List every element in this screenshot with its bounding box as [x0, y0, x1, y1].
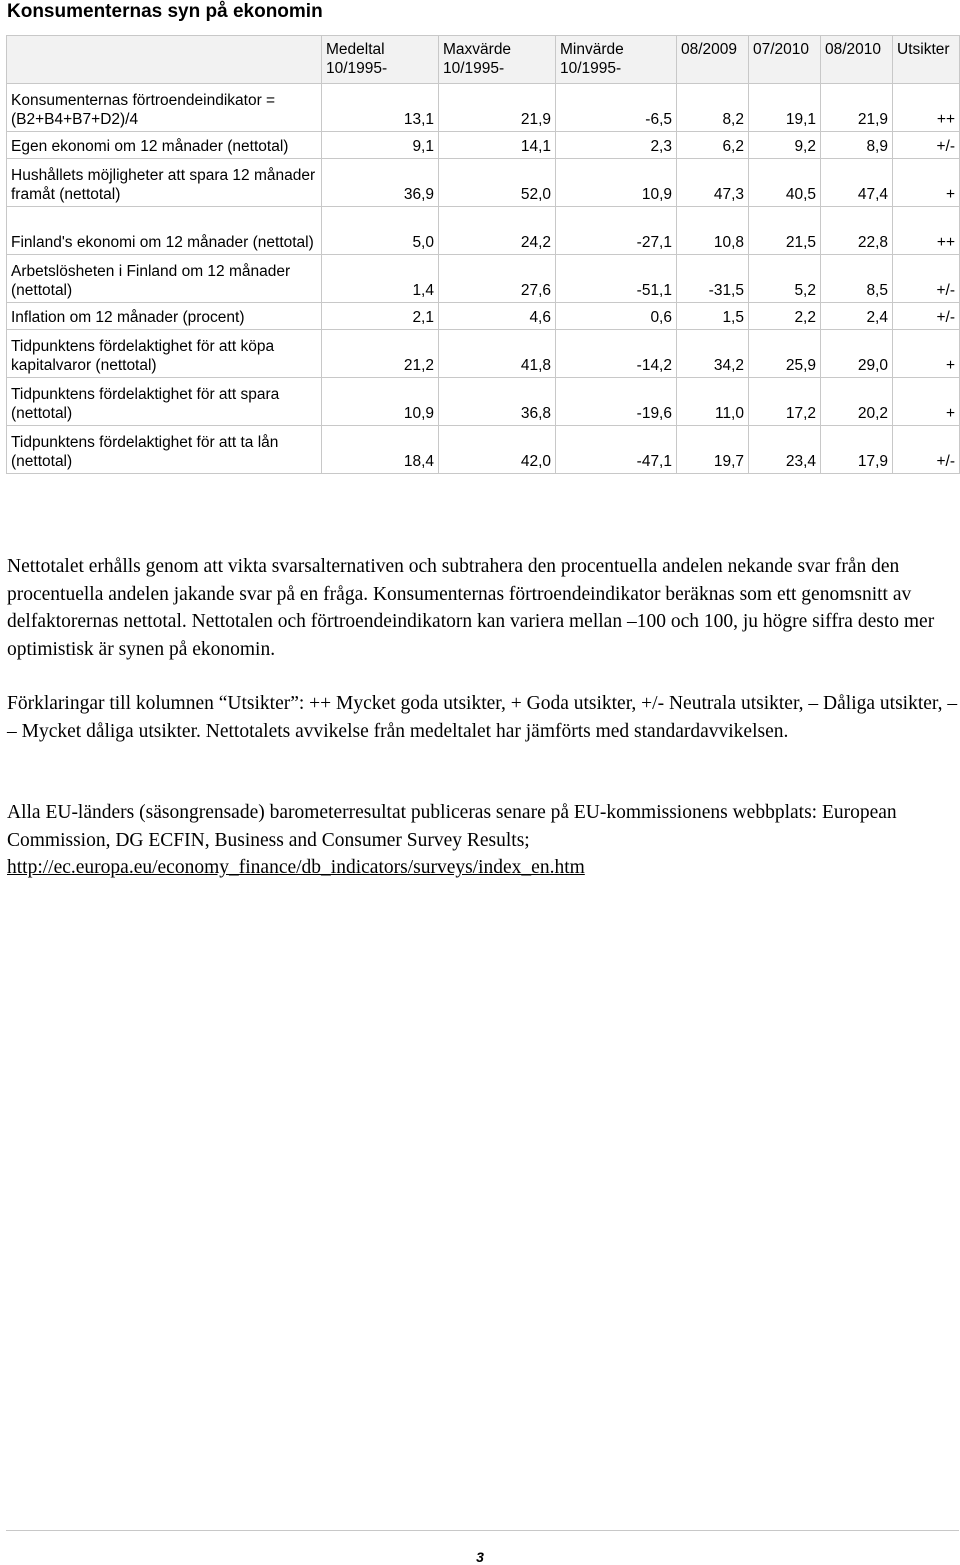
- footer-divider: [6, 1530, 959, 1531]
- table-row: [7, 330, 960, 378]
- column-header-period-3: 08/2010: [821, 36, 893, 84]
- outlook-cell: +/-: [893, 426, 960, 474]
- table-row: [7, 132, 960, 159]
- value-cell: -6,5: [556, 84, 677, 132]
- value-cell: 10,8: [677, 207, 749, 255]
- table-row: [7, 84, 960, 132]
- outlook-cell: +: [893, 159, 960, 207]
- value-cell: -47,1: [556, 426, 677, 474]
- column-header-period-2: 07/2010: [749, 36, 821, 84]
- value-cell: 5,2: [749, 255, 821, 303]
- value-cell: -51,1: [556, 255, 677, 303]
- value-cell: 25,9: [749, 330, 821, 378]
- value-cell: 13,1: [322, 84, 439, 132]
- value-cell: 47,3: [677, 159, 749, 207]
- ec-survey-link[interactable]: http://ec.europa.eu/economy_finance/db_indicators/surveys/index_en.htm: [7, 857, 585, 878]
- value-cell: 36,8: [439, 378, 556, 426]
- value-cell: 29,0: [821, 330, 893, 378]
- outlook-cell: ++: [893, 207, 960, 255]
- value-cell: 21,9: [821, 84, 893, 132]
- source-paragraph: [7, 799, 959, 882]
- column-header-min: Minvärde 10/1995-: [556, 36, 677, 84]
- column-header-period-1: 08/2009: [677, 36, 749, 84]
- table-row: [7, 159, 960, 207]
- value-cell: 21,9: [439, 84, 556, 132]
- explanation-paragraph: Nettotalet erhålls genom att vikta svarsalternativen och subtrahera den procentuella andelen nekande svar från den procentuella andelen jakande svar på en fråga. Konsumenternas förtroendeindikator beräknas som ett genomsnitt av delfaktorernas nettotal. Nettotalen och förtroendeindikatorn kan variera mellan –100 och 100, ju högre siffra desto mer optimistisk är synen på ekonomin.: [7, 556, 935, 660]
- row-label: Tidpunktens fördelaktighet för att köpa kapitalvaror (nettotal): [7, 330, 322, 378]
- value-cell: 17,2: [749, 378, 821, 426]
- value-cell: 22,8: [821, 207, 893, 255]
- value-cell: 18,4: [322, 426, 439, 474]
- value-cell: 24,2: [439, 207, 556, 255]
- value-cell: 8,2: [677, 84, 749, 132]
- value-cell: 1,4: [322, 255, 439, 303]
- value-cell: 2,3: [556, 132, 677, 159]
- value-cell: 52,0: [439, 159, 556, 207]
- value-cell: 19,1: [749, 84, 821, 132]
- value-cell: -31,5: [677, 255, 749, 303]
- value-cell: -14,2: [556, 330, 677, 378]
- table-row: [7, 426, 960, 474]
- column-header-label: [7, 36, 322, 84]
- outlook-cell: +/-: [893, 255, 960, 303]
- table-row: [7, 207, 960, 255]
- outlook-cell: +/-: [893, 303, 960, 330]
- value-cell: 42,0: [439, 426, 556, 474]
- outlook-cell: +: [893, 330, 960, 378]
- value-cell: 40,5: [749, 159, 821, 207]
- value-cell: 2,2: [749, 303, 821, 330]
- row-label: Finland's ekonomi om 12 månader (nettotal): [7, 207, 322, 255]
- value-cell: -27,1: [556, 207, 677, 255]
- value-cell: 36,9: [322, 159, 439, 207]
- value-cell: 5,0: [322, 207, 439, 255]
- value-cell: 6,2: [677, 132, 749, 159]
- value-cell: 17,9: [821, 426, 893, 474]
- outlook-legend-paragraph: Förklaringar till kolumnen “Utsikter”: ++ Mycket goda utsikter, + Goda utsikter, +/- Neutrala utsikter, – Dåliga utsikter, – – Mycket dåliga utsikter. Nettotalets avvikelse från medeltalet har jämförts med standardavvikelsen.: [7, 693, 958, 742]
- row-label: Arbetslösheten i Finland om 12 månader (nettotal): [7, 255, 322, 303]
- row-label: Inflation om 12 månader (procent): [7, 303, 322, 330]
- value-cell: 23,4: [749, 426, 821, 474]
- value-cell: 8,5: [821, 255, 893, 303]
- table-row: [7, 303, 960, 330]
- value-cell: -19,6: [556, 378, 677, 426]
- value-cell: 10,9: [322, 378, 439, 426]
- value-cell: 34,2: [677, 330, 749, 378]
- value-cell: 9,1: [322, 132, 439, 159]
- value-cell: 20,2: [821, 378, 893, 426]
- outlook-cell: ++: [893, 84, 960, 132]
- outlook-cell: +: [893, 378, 960, 426]
- value-cell: 2,4: [821, 303, 893, 330]
- source-text: Alla EU-länders (säsongrensade) barometerresultat publiceras senare på EU-kommissionens webbplats: European Commission, DG ECFIN, Business and Consumer Survey Results;: [7, 802, 897, 851]
- value-cell: 21,2: [322, 330, 439, 378]
- table-row: [7, 378, 960, 426]
- page-number: 3: [476, 1549, 484, 1565]
- value-cell: 19,7: [677, 426, 749, 474]
- page-title: Konsumenternas syn på ekonomin: [7, 1, 323, 22]
- row-label: Konsumenternas förtroendeindikator = (B2+B4+B7+D2)/4: [7, 84, 322, 132]
- column-header-max: Maxvärde 10/1995-: [439, 36, 556, 84]
- row-label: Tidpunktens fördelaktighet för att ta lån (nettotal): [7, 426, 322, 474]
- value-cell: 0,6: [556, 303, 677, 330]
- value-cell: 14,1: [439, 132, 556, 159]
- value-cell: 8,9: [821, 132, 893, 159]
- value-cell: 4,6: [439, 303, 556, 330]
- row-label: Tidpunktens fördelaktighet för att spara (nettotal): [7, 378, 322, 426]
- value-cell: 11,0: [677, 378, 749, 426]
- value-cell: 10,9: [556, 159, 677, 207]
- table-header-row: [7, 36, 960, 84]
- value-cell: 27,6: [439, 255, 556, 303]
- value-cell: 21,5: [749, 207, 821, 255]
- value-cell: 9,2: [749, 132, 821, 159]
- column-header-outlook: Utsikter: [893, 36, 960, 84]
- value-cell: 1,5: [677, 303, 749, 330]
- indicator-table: [6, 35, 960, 474]
- column-header-mean: Medeltal 10/1995-: [322, 36, 439, 84]
- value-cell: 47,4: [821, 159, 893, 207]
- row-label: Hushållets möjligheter att spara 12 månader framåt (nettotal): [7, 159, 322, 207]
- value-cell: 2,1: [322, 303, 439, 330]
- row-label: Egen ekonomi om 12 månader (nettotal): [7, 132, 322, 159]
- outlook-cell: +/-: [893, 132, 960, 159]
- value-cell: 41,8: [439, 330, 556, 378]
- table-row: [7, 255, 960, 303]
